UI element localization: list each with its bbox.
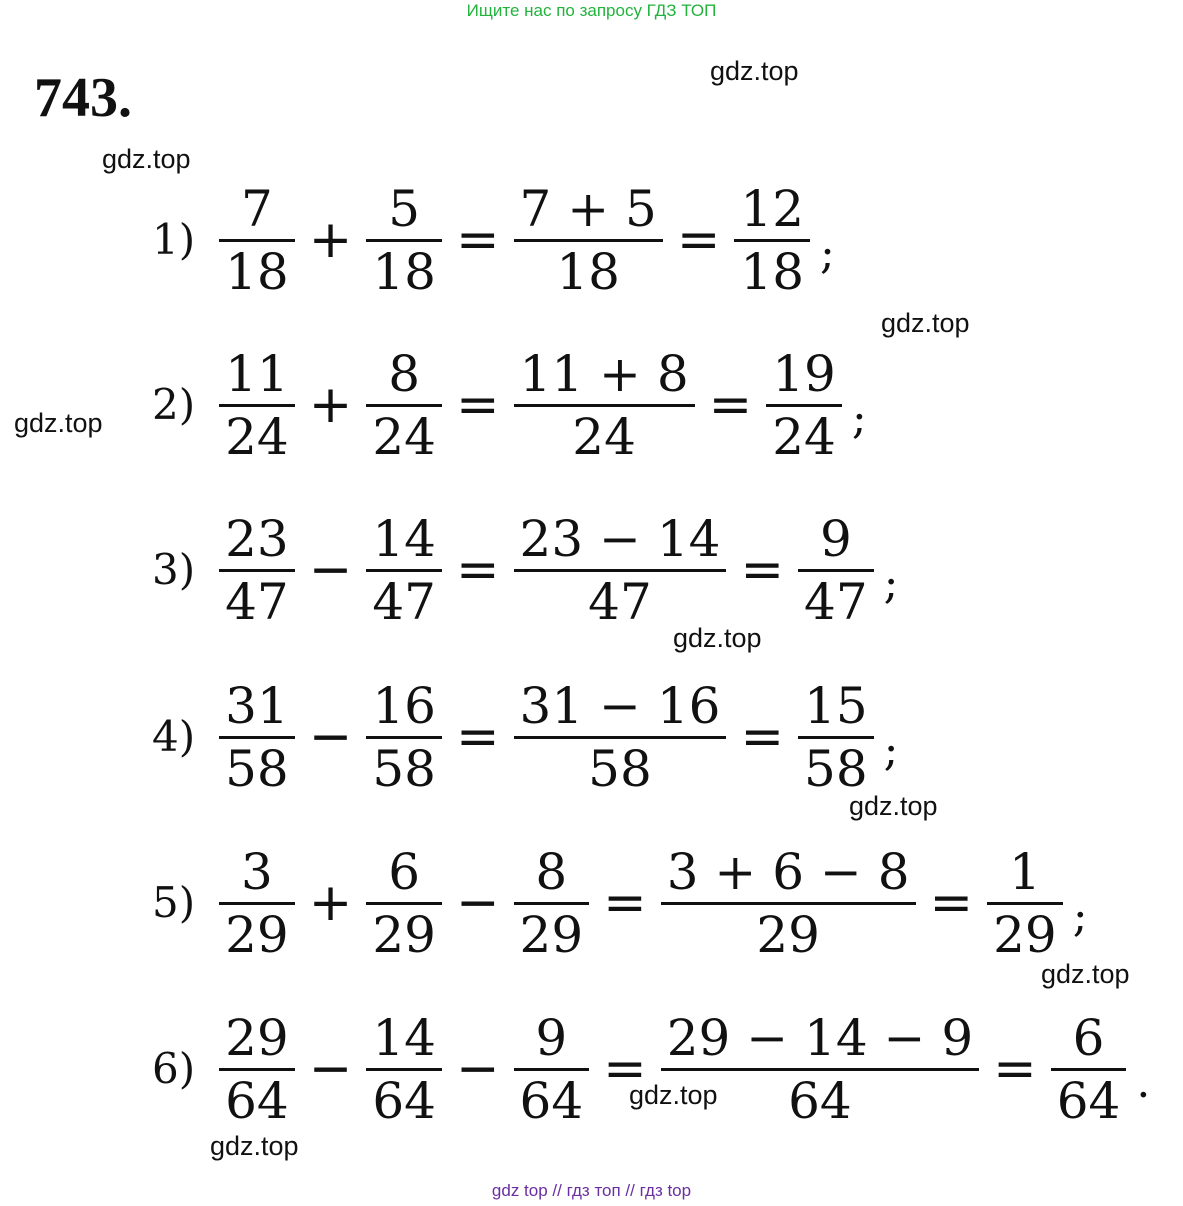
numerator: 3 + 6 − 8 <box>666 842 910 901</box>
fraction <box>219 179 295 302</box>
exercise-row <box>152 495 898 645</box>
punctuation: ; <box>851 393 867 444</box>
fraction <box>514 509 727 632</box>
problem-number: 743. <box>34 67 132 129</box>
fraction <box>366 842 442 965</box>
operator: = <box>993 1039 1037 1099</box>
exercise-row <box>152 828 1088 978</box>
numerator: 6 <box>1072 1008 1105 1067</box>
fraction <box>734 179 810 302</box>
exercise-row <box>152 994 1150 1144</box>
operator: = <box>929 873 974 933</box>
fraction <box>366 1008 442 1131</box>
watermark: gdz.top <box>881 308 970 338</box>
denominator: 24 <box>572 407 636 466</box>
operator: − <box>455 873 500 933</box>
numerator: 15 <box>804 676 868 735</box>
fraction <box>798 509 874 632</box>
numerator: 8 <box>535 842 568 901</box>
punctuation: . <box>1136 1057 1151 1108</box>
denominator: 18 <box>740 242 805 301</box>
operator: = <box>708 375 753 435</box>
punctuation: ; <box>883 558 899 609</box>
watermark: gdz.top <box>1041 959 1130 989</box>
denominator: 64 <box>372 1071 436 1130</box>
top-banner[interactable]: Ищите нас по запросу ГДЗ ТОП <box>466 1 717 20</box>
fraction <box>661 1008 979 1131</box>
operator: + <box>308 210 353 270</box>
fraction <box>366 179 442 302</box>
exercise-row <box>152 662 898 812</box>
fraction <box>514 676 727 799</box>
exercise-label: 1) <box>152 215 196 264</box>
numerator: 29 <box>225 1008 289 1067</box>
operator: = <box>676 210 721 270</box>
numerator: 7 <box>241 179 273 238</box>
denominator: 29 <box>993 905 1057 964</box>
exercise-label: 4) <box>152 712 196 761</box>
denominator: 29 <box>372 905 436 964</box>
denominator: 24 <box>372 407 436 466</box>
operator: + <box>308 873 353 933</box>
fraction <box>766 344 842 467</box>
denominator: 47 <box>804 572 868 631</box>
numerator: 6 <box>388 842 421 901</box>
fraction <box>514 1008 590 1131</box>
operator: + <box>308 375 353 435</box>
denominator: 64 <box>225 1071 289 1130</box>
punctuation: ; <box>820 228 835 279</box>
exercise-label: 2) <box>152 380 196 429</box>
exercise-row <box>152 165 835 315</box>
numerator: 1 <box>1009 842 1041 901</box>
denominator: 64 <box>519 1071 584 1130</box>
fraction <box>219 344 295 467</box>
fraction <box>1051 1008 1127 1131</box>
punctuation: ; <box>1072 891 1088 942</box>
operator: = <box>740 540 785 600</box>
numerator: 9 <box>535 1008 568 1067</box>
numerator: 19 <box>772 344 836 403</box>
denominator: 47 <box>372 572 436 631</box>
numerator: 3 <box>241 842 273 901</box>
numerator: 14 <box>372 1008 436 1067</box>
numerator: 14 <box>372 509 436 568</box>
fraction <box>219 842 295 965</box>
denominator: 24 <box>772 407 836 466</box>
watermark: gdz.top <box>710 56 799 86</box>
numerator: 23 <box>225 509 289 568</box>
denominator: 47 <box>225 572 289 631</box>
denominator: 18 <box>372 242 436 301</box>
denominator: 29 <box>225 905 289 964</box>
exercise-label: 3) <box>152 545 196 594</box>
operator: − <box>455 1039 500 1099</box>
operator: − <box>308 540 353 600</box>
numerator: 31 <box>225 676 289 735</box>
denominator: 58 <box>804 739 868 798</box>
operator: = <box>603 1039 647 1099</box>
watermark: gdz.top <box>102 144 191 174</box>
fraction <box>514 179 663 302</box>
denominator: 58 <box>225 739 289 798</box>
watermark: gdz.top <box>849 791 938 821</box>
denominator: 29 <box>756 905 820 964</box>
fraction <box>514 344 695 467</box>
fraction <box>219 676 295 799</box>
exercise-row <box>152 330 867 480</box>
denominator: 64 <box>1056 1071 1121 1130</box>
denominator: 29 <box>519 905 584 964</box>
numerator: 11 <box>225 344 289 403</box>
fraction <box>366 676 442 799</box>
exercise-label: 6) <box>152 1044 196 1093</box>
numerator: 11 + 8 <box>519 344 689 403</box>
fraction <box>514 842 590 965</box>
denominator: 64 <box>788 1071 852 1130</box>
denominator: 18 <box>556 242 620 301</box>
operator: = <box>740 707 785 767</box>
denominator: 18 <box>225 242 289 301</box>
operator: − <box>308 707 353 767</box>
watermark: gdz.top <box>629 1080 718 1110</box>
fraction <box>219 509 295 632</box>
fraction <box>987 842 1063 965</box>
numerator: 16 <box>372 676 436 735</box>
denominator: 24 <box>225 407 289 466</box>
watermark: gdz.top <box>14 408 103 438</box>
fraction <box>661 842 916 965</box>
operator: = <box>455 707 500 767</box>
operator: − <box>308 1039 353 1099</box>
numerator: 7 + 5 <box>519 179 657 238</box>
exercise-label: 5) <box>152 878 196 927</box>
numerator: 5 <box>388 179 421 238</box>
fraction <box>366 344 442 467</box>
operator: = <box>455 375 500 435</box>
watermark: gdz.top <box>673 623 762 653</box>
footer-links[interactable]: gdz top // гдз топ // гдз top <box>491 1181 692 1200</box>
numerator: 29 − 14 − 9 <box>666 1008 974 1067</box>
numerator: 23 − 14 <box>519 509 721 568</box>
denominator: 58 <box>588 739 652 798</box>
denominator: 58 <box>372 739 436 798</box>
punctuation: ; <box>883 725 899 776</box>
numerator: 9 <box>819 509 852 568</box>
operator: = <box>455 540 500 600</box>
operator: = <box>455 210 500 270</box>
fraction <box>366 509 442 632</box>
numerator: 31 − 16 <box>519 676 721 735</box>
watermark: gdz.top <box>210 1131 299 1161</box>
numerator: 8 <box>388 344 421 403</box>
denominator: 47 <box>588 572 652 631</box>
fraction <box>219 1008 295 1131</box>
fraction <box>798 676 874 799</box>
numerator: 12 <box>740 179 805 238</box>
operator: = <box>603 873 647 933</box>
